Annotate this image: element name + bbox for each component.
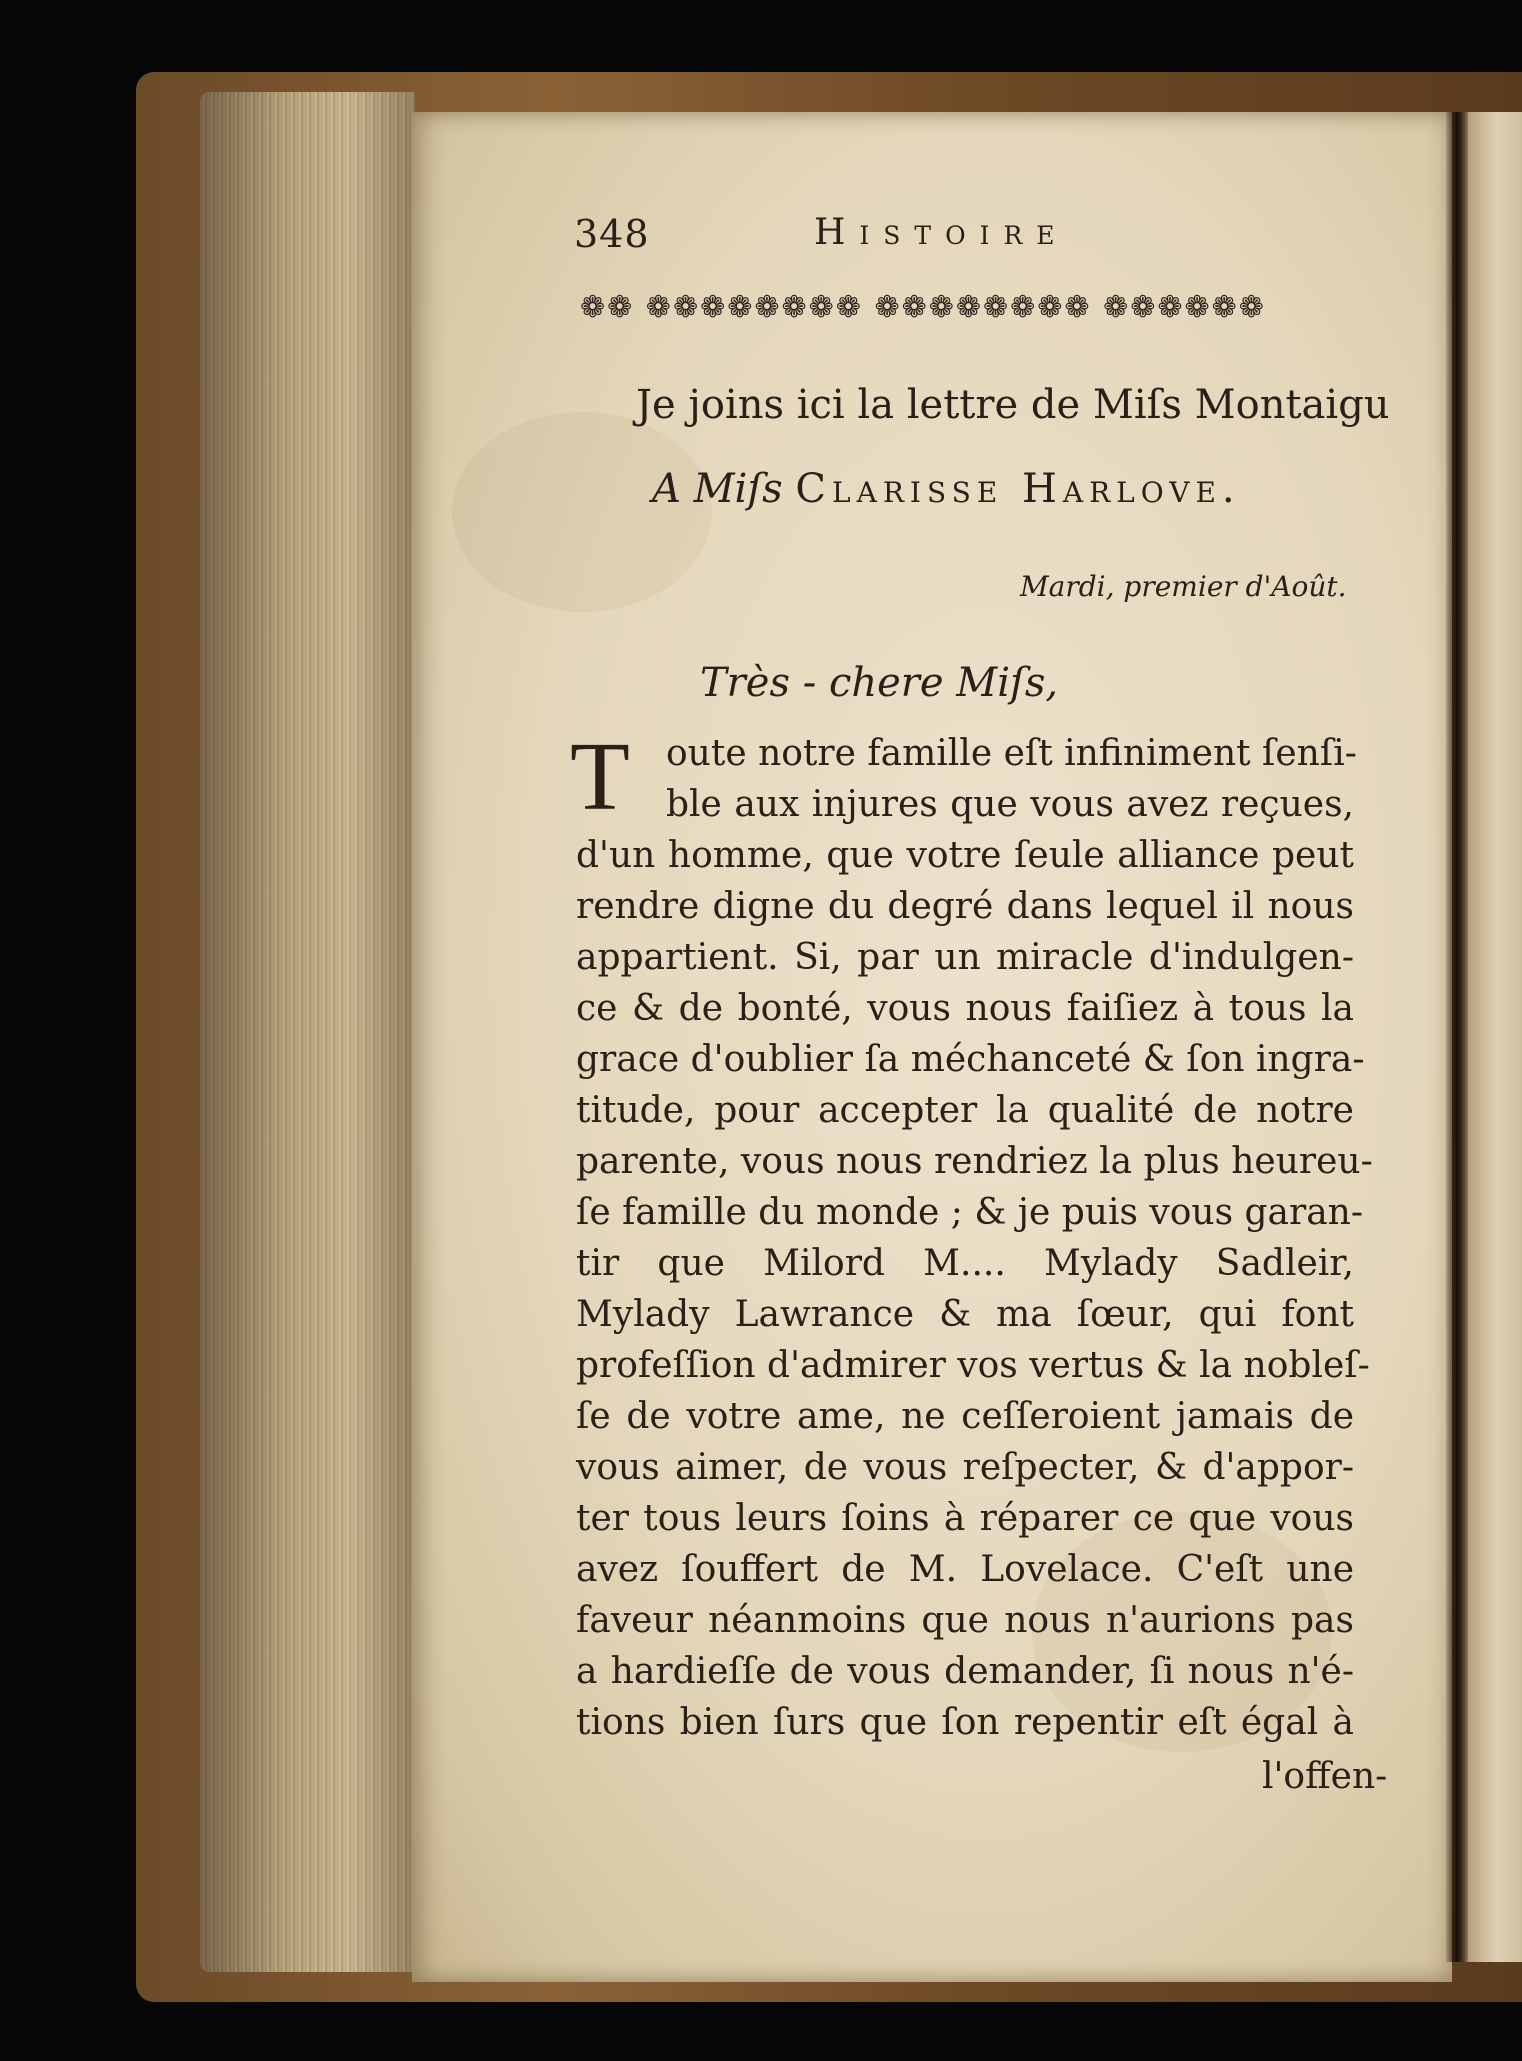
- body-line: d'un homme, que votre ſeule alliance peut: [576, 835, 1354, 876]
- body-line: oute notre famille eſt infiniment ſenſi-: [666, 733, 1357, 774]
- letter-body: [570, 723, 1373, 1748]
- body-line: Mylady Lawrance & ma ſœur, qui font: [576, 1294, 1354, 1335]
- page-number: 348: [574, 212, 650, 256]
- paper-stain: [452, 412, 712, 612]
- letter-salutation: Très - chere Miſs,: [700, 660, 1059, 706]
- body-line: tir que Milord M.... Mylady Sadleir,: [576, 1243, 1354, 1284]
- ornamental-rule: ❁❁ ❁❁❁❁❁❁❁❁ ❁❁❁❁❁❁❁❁ ❁❁❁❁❁❁: [580, 290, 1266, 325]
- catchword: l'offen-: [1262, 1756, 1388, 1797]
- body-line: a hardieſſe de vous demander, ſi nous n'é-: [576, 1651, 1354, 1692]
- address-prefix: A Miſs: [652, 466, 783, 512]
- body-line: ſe famille du monde ; & je puis vous garan-: [576, 1192, 1364, 1233]
- body-line: vous aimer, de vous reſpecter, & d'appor-: [576, 1447, 1354, 1488]
- body-line: ble aux injures que vous avez reçues,: [666, 784, 1354, 825]
- running-title: Histoire: [814, 212, 1069, 253]
- body-line: profeſſion d'admirer vos vertus & la nobleſ-: [576, 1345, 1370, 1386]
- body-line: faveur néanmoins que nous n'aurions pas: [576, 1600, 1354, 1641]
- body-line: titude, pour accepter la qualité de notre: [576, 1090, 1354, 1131]
- body-line: avez ſouffert de M. Lovelace. C'eſt une: [576, 1549, 1354, 1590]
- body-line: rendre digne du degré dans lequel il nous: [576, 886, 1354, 927]
- intro-line: Je joins ici la lettre de Miſs Montaigu: [636, 382, 1390, 428]
- body-line: ter tous leurs ſoins à réparer ce que vous: [576, 1498, 1354, 1539]
- body-line: grace d'oublier ſa méchanceté & ſon ingra-: [576, 1039, 1365, 1080]
- drop-cap: T: [570, 723, 630, 831]
- book-gutter: [1446, 112, 1468, 1962]
- body-line: parente, vous nous rendriez la plus heureu-: [576, 1141, 1373, 1182]
- body-line: ſe de votre ame, ne ceſſeroient jamais de: [576, 1396, 1354, 1437]
- body-line: ce & de bonté, vous nous faiſiez à tous la: [576, 988, 1354, 1029]
- letter-address: [652, 466, 1241, 512]
- page-edges-shading: [200, 92, 415, 1972]
- body-line: tions bien ſurs que ſon repentir eſt égal à: [576, 1702, 1354, 1743]
- running-head: [574, 212, 1354, 272]
- body-line: appartient. Si, par un miracle d'indulgen-: [576, 937, 1354, 978]
- address-name: Clarisse Harlove.: [795, 466, 1241, 512]
- letter-dateline: Mardi, premier d'Août.: [1020, 570, 1347, 603]
